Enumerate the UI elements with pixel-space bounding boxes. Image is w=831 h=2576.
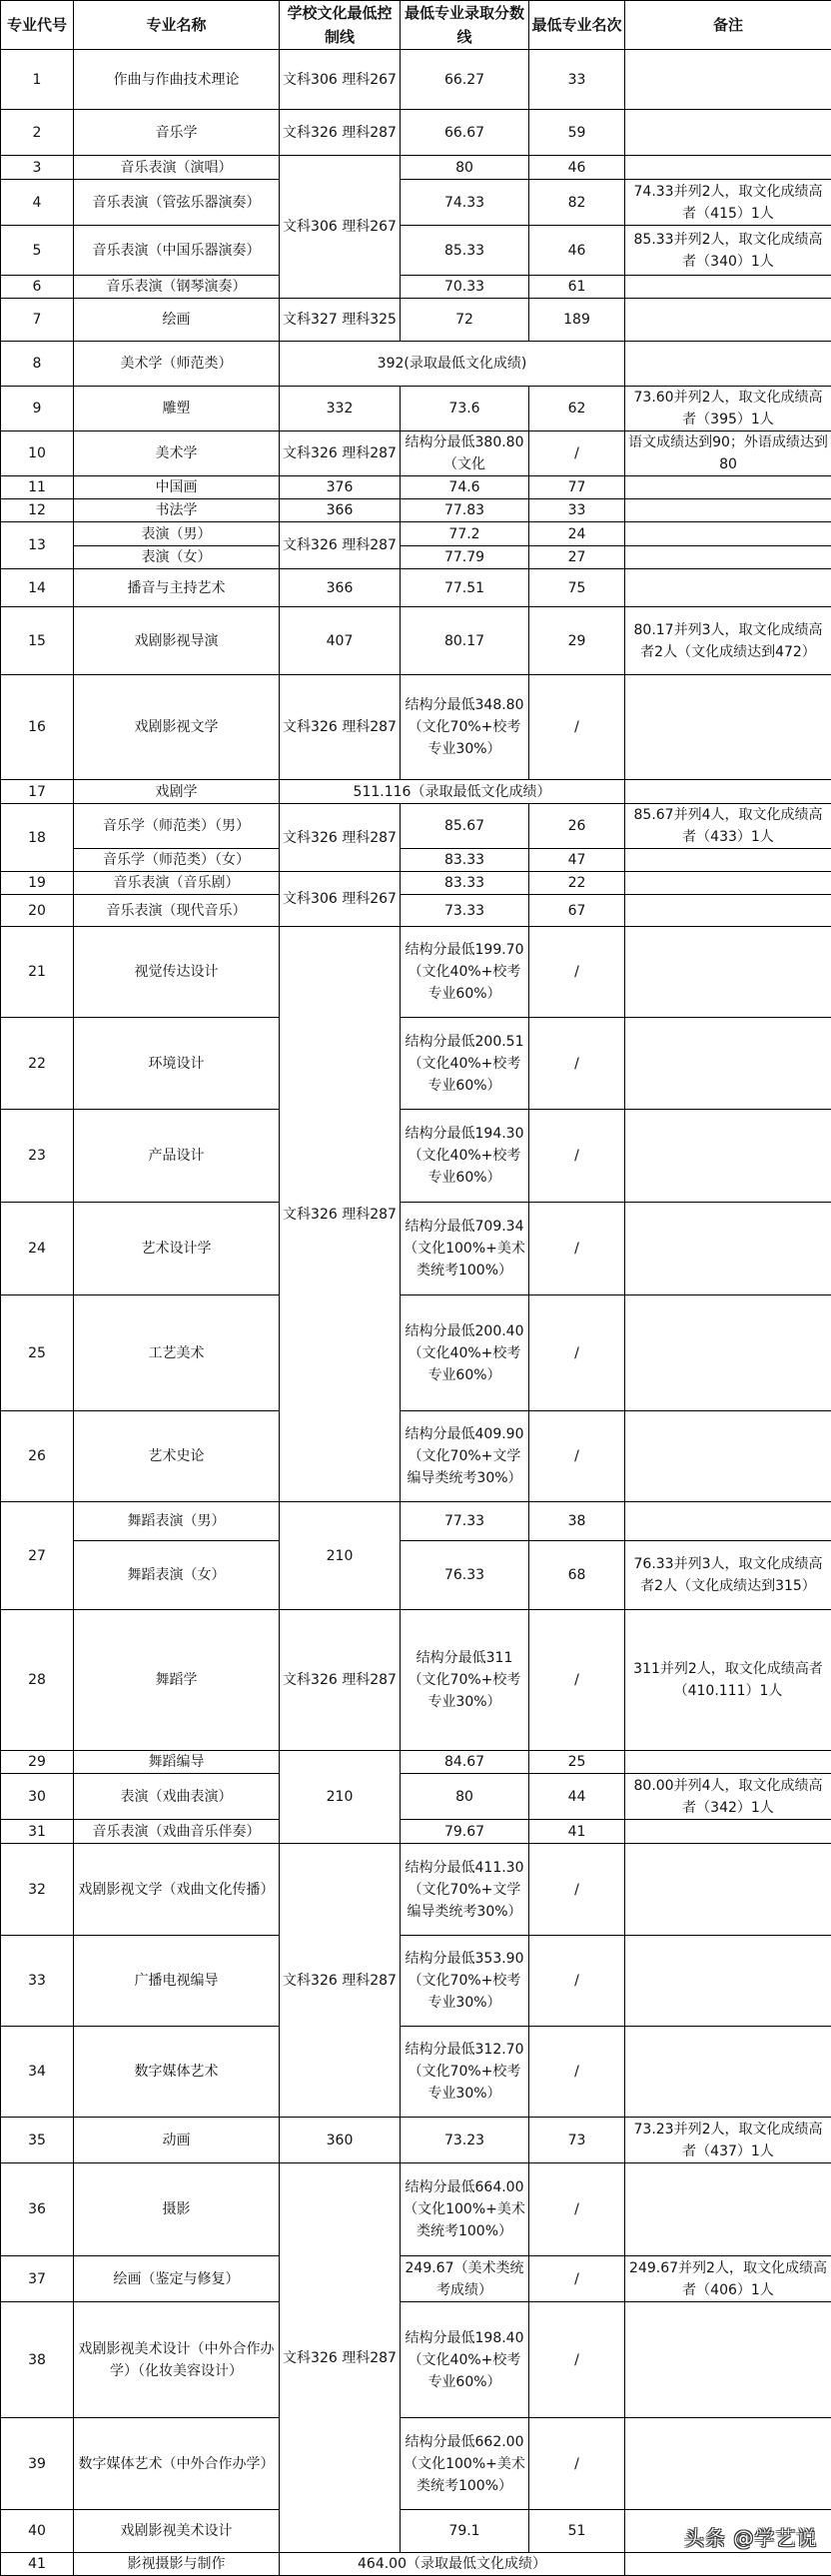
table-row xyxy=(1,2256,831,2302)
cell-major-name: 绘画（鉴定与修复） xyxy=(74,2256,280,2302)
cell-major-name: 戏剧影视文学 xyxy=(74,675,280,780)
cell-min-score: 73.33 xyxy=(401,895,529,927)
cell-min-score: 结构分最低380.80（文化 xyxy=(401,431,529,476)
cell-major-name: 音乐表演（演唱） xyxy=(74,156,280,180)
cell-remark xyxy=(625,299,831,342)
table-row xyxy=(1,226,831,276)
cell-min-score: 66.27 xyxy=(401,50,529,110)
cell-major-name: 音乐表演（音乐剧） xyxy=(74,872,280,895)
cell-code: 7 xyxy=(1,299,74,342)
cell-remark xyxy=(625,927,831,1018)
cell-remark xyxy=(625,276,831,299)
cell-min-score: 79.67 xyxy=(401,1820,529,1844)
cell-major-name: 数字媒体艺术（中外合作办学） xyxy=(74,2418,280,2510)
cell-major-name: 表演（女） xyxy=(74,546,280,569)
table-row xyxy=(1,1502,831,1541)
cell-min-rank: / xyxy=(529,1411,625,1502)
cell-culture-line: 文科306 理科267 xyxy=(280,50,401,110)
cell-remark: 80.00并列4人，取文化成绩高者（342）1人 xyxy=(625,1774,831,1820)
cell-major-name: 中国画 xyxy=(74,476,280,499)
cell-min-rank: 33 xyxy=(529,50,625,110)
cell-culture-line: 376 xyxy=(280,476,401,499)
cell-min-score: 结构分最低664.00（文化100%+美术类统考100%） xyxy=(401,2163,529,2256)
cell-remark xyxy=(625,1751,831,1774)
cell-min-score: 79.1 xyxy=(401,2510,529,2553)
cell-min-rank: 77 xyxy=(529,476,625,499)
cell-remark xyxy=(625,156,831,180)
cell-major-name: 书法学 xyxy=(74,499,280,522)
cell-remark xyxy=(625,1203,831,1295)
cell-min-rank: 33 xyxy=(529,499,625,522)
cell-min-rank: 47 xyxy=(529,849,625,872)
cell-major-name: 艺术设计学 xyxy=(74,1203,280,1295)
cell-code: 2 xyxy=(1,110,74,156)
cell-min-rank: 38 xyxy=(529,1502,625,1541)
cell-min-score: 83.33 xyxy=(401,872,529,895)
cell-code: 32 xyxy=(1,1844,74,1936)
cell-code: 5 xyxy=(1,226,74,276)
cell-major-name: 音乐学（师范类）（男） xyxy=(74,804,280,849)
table-row xyxy=(1,1411,831,1502)
cell-major-name: 音乐表演（钢琴演奏） xyxy=(74,276,280,299)
cell-min-score: 80 xyxy=(401,1774,529,1820)
cell-min-rank: 22 xyxy=(529,872,625,895)
cell-remark xyxy=(625,872,831,895)
cell-min-rank: 61 xyxy=(529,276,625,299)
cell-major-name: 作曲与作曲技术理论 xyxy=(74,50,280,110)
cell-min-score: 结构分最低198.40（文化40%+校考专业60%） xyxy=(401,2302,529,2418)
cell-min-rank: 46 xyxy=(529,156,625,180)
cell-min-score: 结构分最低662.00（文化100%+美术类统考100%） xyxy=(401,2418,529,2510)
cell-major-name: 工艺美术 xyxy=(74,1295,280,1411)
cell-min-score: 结构分最低200.40（文化40%+校考专业60%） xyxy=(401,1295,529,1411)
cell-code: 15 xyxy=(1,607,74,675)
cell-culture-line: 210 xyxy=(280,1502,401,1610)
table-row xyxy=(1,2302,831,2418)
cell-remark: 73.23并列2人，取文化成绩高者（437）1人 xyxy=(625,2118,831,2163)
cell-remark xyxy=(625,1110,831,1203)
cell-major-name: 戏剧影视导演 xyxy=(74,607,280,675)
cell-culture-line: 文科326 理科287 xyxy=(280,675,401,780)
table-row xyxy=(1,1936,831,2027)
cell-remark xyxy=(625,675,831,780)
cell-major-name: 音乐表演（管弦乐器演奏） xyxy=(74,180,280,226)
cell-major-name: 音乐表演（中国乐器演奏） xyxy=(74,226,280,276)
header-remark: 备注 xyxy=(625,1,831,50)
cell-code: 38 xyxy=(1,2302,74,2418)
cell-min-rank: 59 xyxy=(529,110,625,156)
cell-min-rank: 82 xyxy=(529,180,625,226)
cell-min-rank: 26 xyxy=(529,804,625,849)
cell-culture-line: 文科326 理科287 xyxy=(280,522,401,569)
cell-remark: 语文成绩达到90；外语成绩达到80 xyxy=(625,431,831,476)
cell-code: 24 xyxy=(1,1203,74,1295)
cell-remark xyxy=(625,1936,831,2027)
cell-code: 17 xyxy=(1,780,74,804)
header-min-score: 最低专业录取分数线 xyxy=(401,1,529,50)
cell-code: 36 xyxy=(1,2163,74,2256)
cell-min-rank: 44 xyxy=(529,1774,625,1820)
cell-remark xyxy=(625,1295,831,1411)
table-row xyxy=(1,476,831,499)
header-min-rank: 最低专业名次 xyxy=(529,1,625,50)
cell-code: 30 xyxy=(1,1774,74,1820)
table-row xyxy=(1,546,831,569)
cell-code: 39 xyxy=(1,2418,74,2510)
cell-min-rank: / xyxy=(529,1936,625,2027)
cell-major-name: 影视摄影与制作 xyxy=(74,2553,280,2576)
cell-remark xyxy=(625,342,831,387)
cell-code: 29 xyxy=(1,1751,74,1774)
cell-culture-line: 文科326 理科287 xyxy=(280,431,401,476)
table-row xyxy=(1,607,831,675)
cell-min-score: 74.6 xyxy=(401,476,529,499)
cell-min-score: 结构分最低353.90（文化70%+校考专业30%） xyxy=(401,1936,529,2027)
cell-major-name: 音乐学 xyxy=(74,110,280,156)
cell-min-score: 72 xyxy=(401,299,529,342)
cell-min-rank: 24 xyxy=(529,522,625,546)
cell-culture-line: 文科326 理科287 xyxy=(280,110,401,156)
cell-min-rank: / xyxy=(529,1844,625,1936)
cell-major-name: 视觉传达设计 xyxy=(74,927,280,1018)
cell-code: 3 xyxy=(1,156,74,180)
cell-remark xyxy=(625,895,831,927)
cell-major-name: 播音与主持艺术 xyxy=(74,569,280,607)
cell-code: 6 xyxy=(1,276,74,299)
cell-min-score: 249.67（美术类统考成绩） xyxy=(401,2256,529,2302)
cell-remark xyxy=(625,2553,831,2576)
header-culture-line: 学校文化最低控制线 xyxy=(280,1,401,50)
cell-culture-line: 332 xyxy=(280,387,401,431)
cell-major-name: 绘画 xyxy=(74,299,280,342)
table-row xyxy=(1,156,831,180)
cell-merged-score: 464.00（录取最低文化成绩） xyxy=(280,2553,625,2576)
cell-code: 27 xyxy=(1,1502,74,1610)
cell-major-name: 表演（男） xyxy=(74,522,280,546)
cell-culture-line: 文科306 理科267 xyxy=(280,872,401,927)
cell-remark xyxy=(625,2418,831,2510)
cell-major-name: 戏剧学 xyxy=(74,780,280,804)
cell-remark xyxy=(625,110,831,156)
cell-code: 8 xyxy=(1,342,74,387)
table-row xyxy=(1,895,831,927)
cell-code: 22 xyxy=(1,1018,74,1110)
table-row xyxy=(1,1018,831,1110)
table-row xyxy=(1,110,831,156)
cell-major-name: 环境设计 xyxy=(74,1018,280,1110)
cell-code: 31 xyxy=(1,1820,74,1844)
cell-min-rank: / xyxy=(529,2163,625,2256)
cell-min-score: 结构分最低312.70（文化70%+校考专业30%） xyxy=(401,2027,529,2118)
cell-min-rank: 73 xyxy=(529,2118,625,2163)
table-row xyxy=(1,1774,831,1820)
cell-code: 16 xyxy=(1,675,74,780)
cell-culture-line: 366 xyxy=(280,499,401,522)
cell-remark: 85.67并列4人，取文化成绩高者（433）1人 xyxy=(625,804,831,849)
table-header-row xyxy=(1,1,831,50)
cell-min-score: 结构分最低311（文化70%+校考专业30%） xyxy=(401,1610,529,1751)
cell-code: 33 xyxy=(1,1936,74,2027)
cell-culture-line: 366 xyxy=(280,569,401,607)
cell-code: 35 xyxy=(1,2118,74,2163)
table-row xyxy=(1,1844,831,1936)
cell-min-score: 结构分最低200.51（文化40%+校考专业60%） xyxy=(401,1018,529,1110)
cell-culture-line: 407 xyxy=(280,607,401,675)
table-row xyxy=(1,1610,831,1751)
cell-min-score: 77.83 xyxy=(401,499,529,522)
cell-code: 10 xyxy=(1,431,74,476)
table-row xyxy=(1,927,831,1018)
cell-major-name: 广播电视编导 xyxy=(74,1936,280,2027)
cell-min-rank: 189 xyxy=(529,299,625,342)
table-row xyxy=(1,849,831,872)
table-row xyxy=(1,276,831,299)
cell-culture-line: 210 xyxy=(280,1751,401,1844)
cell-min-score: 结构分最低199.70（文化40%+校考专业60%） xyxy=(401,927,529,1018)
cell-min-score: 结构分最低411.30（文化70%+文学编导类统考30%） xyxy=(401,1844,529,1936)
cell-culture-line: 文科306 理科267 xyxy=(280,156,401,299)
cell-remark xyxy=(625,499,831,522)
cell-code: 12 xyxy=(1,499,74,522)
cell-major-name: 音乐表演（戏曲音乐伴奏） xyxy=(74,1820,280,1844)
cell-code: 28 xyxy=(1,1610,74,1751)
cell-remark: 74.33并列2人，取文化成绩高者（415）1人 xyxy=(625,180,831,226)
cell-min-score: 76.33 xyxy=(401,1541,529,1610)
cell-code: 19 xyxy=(1,872,74,895)
cell-major-name: 音乐学（师范类）（女） xyxy=(74,849,280,872)
cell-code: 37 xyxy=(1,2256,74,2302)
table-row xyxy=(1,804,831,849)
cell-major-name: 数字媒体艺术 xyxy=(74,2027,280,2118)
cell-min-rank: 51 xyxy=(529,2510,625,2553)
table-row xyxy=(1,522,831,546)
cell-min-rank: / xyxy=(529,927,625,1018)
table-row xyxy=(1,342,831,387)
cell-min-score: 77.33 xyxy=(401,1502,529,1541)
cell-min-rank: 67 xyxy=(529,895,625,927)
cell-min-rank: 46 xyxy=(529,226,625,276)
cell-min-score: 结构分最低348.80（文化70%+校考专业30%） xyxy=(401,675,529,780)
cell-min-rank: / xyxy=(529,431,625,476)
cell-culture-line: 文科326 理科287 xyxy=(280,927,401,1502)
cell-min-rank: / xyxy=(529,2302,625,2418)
cell-min-rank: / xyxy=(529,1610,625,1751)
cell-merged-score: 511.116（录取最低文化成绩） xyxy=(280,780,625,804)
cell-min-score: 73.23 xyxy=(401,2118,529,2163)
cell-remark: 73.60并列2人，取文化成绩高者（395）1人 xyxy=(625,387,831,431)
cell-min-score: 84.67 xyxy=(401,1751,529,1774)
cell-code: 23 xyxy=(1,1110,74,1203)
cell-min-score: 77.51 xyxy=(401,569,529,607)
cell-major-name: 表演（戏曲表演） xyxy=(74,1774,280,1820)
cell-min-score: 结构分最低709.34（文化100%+美术类统考100%） xyxy=(401,1203,529,1295)
cell-culture-line: 文科326 理科287 xyxy=(280,1844,401,2118)
table-row xyxy=(1,2418,831,2510)
cell-remark: 76.33并列3人，取文化成绩高者2人（文化成绩达到315） xyxy=(625,1541,831,1610)
cell-remark xyxy=(625,780,831,804)
cell-remark xyxy=(625,1820,831,1844)
cell-code: 18 xyxy=(1,804,74,872)
cell-culture-line: 文科326 理科287 xyxy=(280,2163,401,2553)
cell-min-score: 77.79 xyxy=(401,546,529,569)
table-row xyxy=(1,780,831,804)
cell-major-name: 戏剧影视美术设计 xyxy=(74,2510,280,2553)
cell-remark xyxy=(625,1018,831,1110)
table-row xyxy=(1,1295,831,1411)
cell-code: 20 xyxy=(1,895,74,927)
cell-code: 34 xyxy=(1,2027,74,2118)
table-row xyxy=(1,1203,831,1295)
table-row xyxy=(1,299,831,342)
cell-major-name: 美术学 xyxy=(74,431,280,476)
cell-min-score: 80 xyxy=(401,156,529,180)
table-row xyxy=(1,2118,831,2163)
table-row xyxy=(1,1541,831,1610)
cell-remark xyxy=(625,569,831,607)
cell-min-rank: / xyxy=(529,2418,625,2510)
cell-remark: 80.17并列3人，取文化成绩高者2人（文化成绩达到472） xyxy=(625,607,831,675)
cell-min-score: 74.33 xyxy=(401,180,529,226)
cell-major-name: 戏剧影视美术设计（中外合作办学）（化妆美容设计） xyxy=(74,2302,280,2418)
table-row xyxy=(1,2553,831,2576)
cell-remark: 85.33并列2人，取文化成绩高者（340）1人 xyxy=(625,226,831,276)
cell-major-name: 舞蹈表演（女） xyxy=(74,1541,280,1610)
cell-major-name: 艺术史论 xyxy=(74,1411,280,1502)
cell-remark xyxy=(625,1502,831,1541)
table-row xyxy=(1,387,831,431)
cell-major-name: 舞蹈学 xyxy=(74,1610,280,1751)
cell-min-rank: / xyxy=(529,1110,625,1203)
cell-culture-line: 文科326 理科287 xyxy=(280,1610,401,1751)
cell-remark xyxy=(625,1844,831,1936)
cell-min-score: 结构分最低409.90（文化70%+文学编导类统考30%） xyxy=(401,1411,529,1502)
cell-remark xyxy=(625,1411,831,1502)
cell-min-rank: 25 xyxy=(529,1751,625,1774)
watermark: 头条 @学艺说 xyxy=(684,2522,817,2551)
table-row xyxy=(1,180,831,226)
cell-min-rank: 68 xyxy=(529,1541,625,1610)
cell-min-score: 80.17 xyxy=(401,607,529,675)
cell-major-name: 戏剧影视文学（戏曲文化传播） xyxy=(74,1844,280,1936)
cell-remark xyxy=(625,2163,831,2256)
cell-remark xyxy=(625,50,831,110)
cell-min-rank: 41 xyxy=(529,1820,625,1844)
cell-remark xyxy=(625,522,831,546)
table-row xyxy=(1,1110,831,1203)
cell-code: 26 xyxy=(1,1411,74,1502)
cell-major-name: 美术学（师范类） xyxy=(74,342,280,387)
table-row xyxy=(1,499,831,522)
cell-min-rank: / xyxy=(529,1203,625,1295)
cell-remark xyxy=(625,2302,831,2418)
cell-major-name: 产品设计 xyxy=(74,1110,280,1203)
cell-major-name: 雕塑 xyxy=(74,387,280,431)
cell-min-rank: / xyxy=(529,675,625,780)
cell-min-rank: / xyxy=(529,1295,625,1411)
cell-major-name: 舞蹈表演（男） xyxy=(74,1502,280,1541)
cell-code: 41 xyxy=(1,2553,74,2576)
cell-major-name: 摄影 xyxy=(74,2163,280,2256)
cell-remark: 249.67并列2人，取文化成绩高者（406）1人 xyxy=(625,2256,831,2302)
cell-min-rank: 27 xyxy=(529,546,625,569)
cell-code: 40 xyxy=(1,2510,74,2553)
cell-major-name: 动画 xyxy=(74,2118,280,2163)
header-code: 专业代号 xyxy=(1,1,74,50)
cell-min-score: 85.67 xyxy=(401,804,529,849)
cell-min-score: 85.33 xyxy=(401,226,529,276)
cell-culture-line: 文科326 理科287 xyxy=(280,804,401,872)
cell-code: 25 xyxy=(1,1295,74,1411)
table-row xyxy=(1,50,831,110)
cell-min-rank: / xyxy=(529,2256,625,2302)
table-row xyxy=(1,2027,831,2118)
cell-major-name: 音乐表演（现代音乐） xyxy=(74,895,280,927)
cell-min-rank: / xyxy=(529,1018,625,1110)
table-row xyxy=(1,2163,831,2256)
table-body xyxy=(1,50,831,2576)
cell-remark xyxy=(625,2027,831,2118)
cell-major-name: 舞蹈编导 xyxy=(74,1751,280,1774)
cell-culture-line: 360 xyxy=(280,2118,401,2163)
cell-code: 4 xyxy=(1,180,74,226)
cell-remark xyxy=(625,849,831,872)
table-row xyxy=(1,1751,831,1774)
table-row xyxy=(1,872,831,895)
table-row xyxy=(1,431,831,476)
cell-code: 9 xyxy=(1,387,74,431)
cell-min-score: 73.6 xyxy=(401,387,529,431)
cell-min-rank: 75 xyxy=(529,569,625,607)
cell-min-score: 结构分最低194.30（文化40%+校考专业60%） xyxy=(401,1110,529,1203)
cell-remark xyxy=(625,476,831,499)
cell-code: 21 xyxy=(1,927,74,1018)
cell-min-rank: 62 xyxy=(529,387,625,431)
cell-culture-line: 文科327 理科325 xyxy=(280,299,401,342)
table-row xyxy=(1,569,831,607)
cell-min-rank: 29 xyxy=(529,607,625,675)
cell-min-score: 70.33 xyxy=(401,276,529,299)
cell-code: 1 xyxy=(1,50,74,110)
cell-remark xyxy=(625,546,831,569)
cell-remark: 311并列2人，取文化成绩高者（410.111）1人 xyxy=(625,1610,831,1751)
header-name: 专业名称 xyxy=(74,1,280,50)
cell-min-score: 77.2 xyxy=(401,522,529,546)
cell-min-rank: / xyxy=(529,2027,625,2118)
cell-code: 13 xyxy=(1,522,74,569)
cell-min-score: 66.67 xyxy=(401,110,529,156)
cell-code: 11 xyxy=(1,476,74,499)
table-row xyxy=(1,1820,831,1844)
cell-code: 14 xyxy=(1,569,74,607)
cell-merged-score: 392(录取最低文化成绩) xyxy=(280,342,625,387)
table-row xyxy=(1,675,831,780)
cell-min-score: 83.33 xyxy=(401,849,529,872)
